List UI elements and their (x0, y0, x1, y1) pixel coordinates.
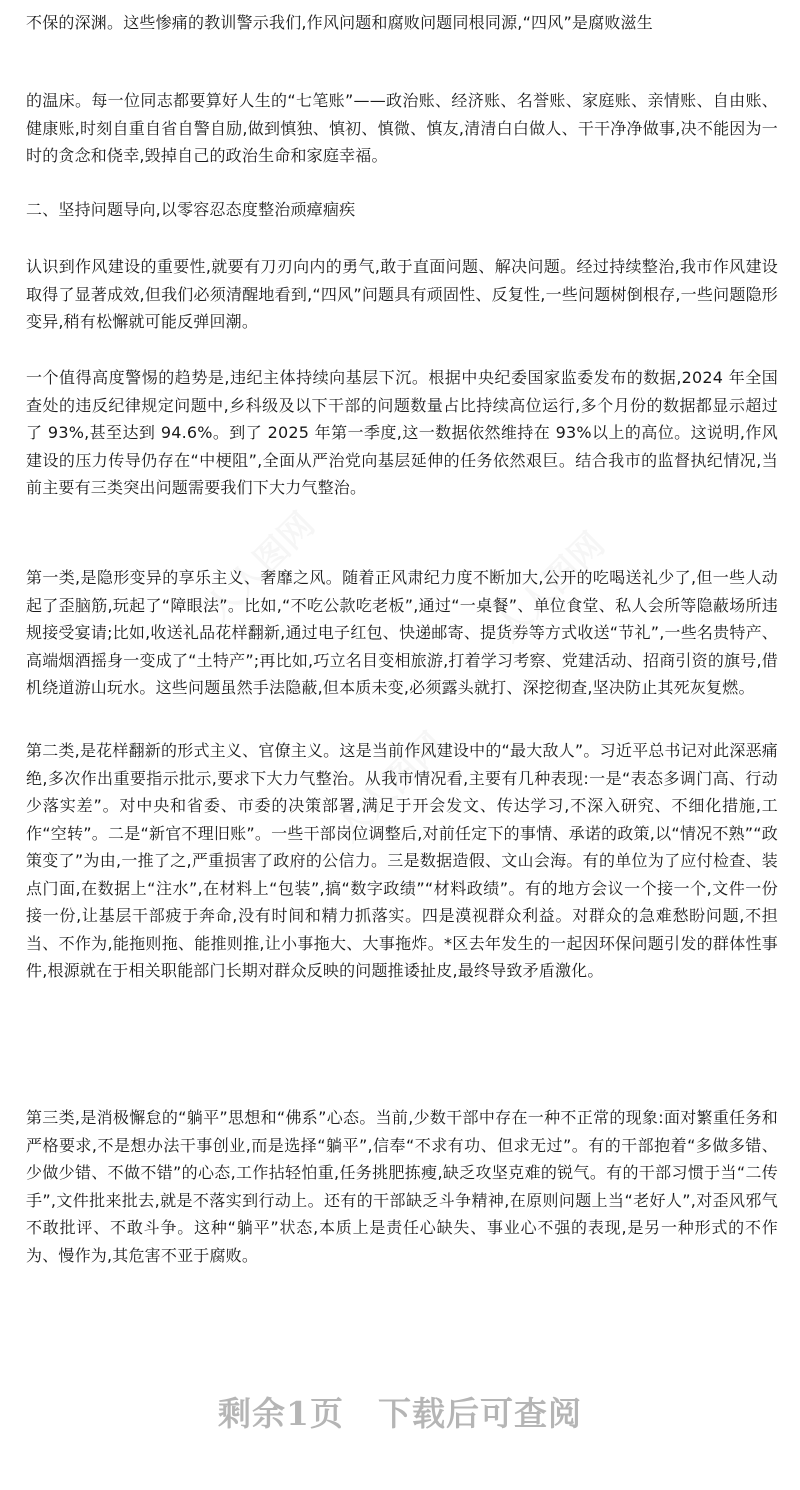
paragraph-continuation: 不保的深渊。这些惨痛的教训警示我们,作风问题和腐败问题同根同源,“四风”是腐败滋生 (26, 13, 653, 32)
paragraph-category-two: 第二类,是花样翻新的形式主义、官僚主义。这是当前作风建设中的“最大敌人”。习近平总书记对此深恶痛绝,多次作出重要指示批示,要求下大力气整治。从我市情况看,主要有几种表现:一是“表态多调门高、行动少落实差”。对中央和省委、市委的决策部署,满足于开会发文、传达学习,不深入研究、不细化措施,工作“空转”。二是“新官不理旧账”。一些干部岗位调整后,对前任定下的事情、承诺的政策,以“情况不熟”“政策变了”为由,一推了之,严重损害了政府的公信力。三是数据造假、文山会海。有的单位为了应付检查、装点门面,在数据上“注水”,在材料上“包装”,搞“数字政绩”“材料政绩”。有的地方会议一个接一个,文件一份接一份,让基层干部疲于奔命,没有时间和精力抓落实。四是漠视群众利益。对群众的急难愁盼问题,不担当、不作为,能拖则拖、能推则推,让小事拖大、大事拖炸。*区去年发生的一起因环保问题引发的群体性事件,根源就在于相关职能部门长期对群众反映的问题推诿扯皮,最终导致矛盾激化。 (26, 741, 778, 980)
paragraph-grassroots-trend: 一个值得高度警惕的趋势是,违纪主体持续向基层下沉。根据中央纪委国家监委发布的数据,2024 年全国查处的违反纪律规定问题中,乡科级及以下干部的问题数量占比持续高位运行,多个月份的数据都显示超过了 93%,甚至达到 94.6%。到了 2025 年第一季度,这一数据依然维持在 93%以上的高位。这说明,作风建设的压力传导仍存在“中梗阻”,全面从严治党向基层延伸的任务依然艰巨。结合我市的监督执纪情况,当前主要有三类突出问题需要我们下大力气整治。 (26, 368, 778, 497)
paragraph-problem-orientation: 认识到作风建设的重要性,就要有刀刃向内的勇气,敢于直面问题、解决问题。经过持续整治,我市作风建设取得了显著成效,但我们必须清醒地看到,“四风”问题具有顽固性、反复性,一些问题树倒根存,一些问题隐形变异,稍有松懈就可能反弹回潮。 (26, 257, 778, 331)
paragraph-category-one: 第一类,是隐形变异的享乐主义、奢靡之风。随着正风肃纪力度不断加大,公开的吃喝送礼少了,但一些人动起了歪脑筋,玩起了“障眼法”。比如,“不吃公款吃老板”,通过“一桌餐”、单位食堂、私人会所等隐蔽场所违规接受宴请;比如,收送礼品花样翻新,通过电子红包、快递邮寄、提货券等方式收送“节礼”,一些名贵特产、高端烟酒摇身一变成了“土特产”;再比如,巧立名目变相旅游,打着学习考察、党建活动、招商引资的旗号,借机绕道游山玩水。这些问题虽然手法隐蔽,但本质未变,必须露头就打、深挖彻查,坚决防止其死灰复燃。 (26, 568, 778, 697)
paragraph-category-three: 第三类,是消极懈怠的“躺平”思想和“佛系”心态。当前,少数干部中存在一种不正常的现象:面对繁重任务和严格要求,不是想办法干事创业,而是选择“躺平”,信奉“不求有功、但求无过”。有的干部抱着“多做多错、少做少错、不做不错”的心态,工作拈轻怕重,任务挑肥拣瘦,缺乏攻坚克难的锐气。有的干部习惯于当“二传手”,文件批来批去,就是不落实到行动上。还有的干部缺乏斗争精神,在原则问题上当“老好人”,对歪风邪气不敢批评、不敢斗争。这种“躺平”状态,本质上是责任心缺失、事业心不强的表现,是另一种形式的不作为、慢作为,其危害不亚于腐败。 (26, 1108, 778, 1265)
section-heading: 二、坚持问题导向,以零容忍态度整治顽瘴痼疾 (26, 200, 356, 219)
paragraph-seven-accounts: 的温床。每一位同志都要算好人生的“七笔账”——政治账、经济账、名誉账、家庭账、亲情账、自由账、健康账,时刻自重自省自警自励,做到慎独、慎初、慎微、慎友,清清白白做人、干干净净做事,决不能因为一时的贪念和侥幸,毁掉自己的政治生命和家庭幸福。 (26, 91, 778, 165)
download-prompt-banner[interactable]: 剩余1页 下载后可查阅 (218, 1394, 582, 1433)
